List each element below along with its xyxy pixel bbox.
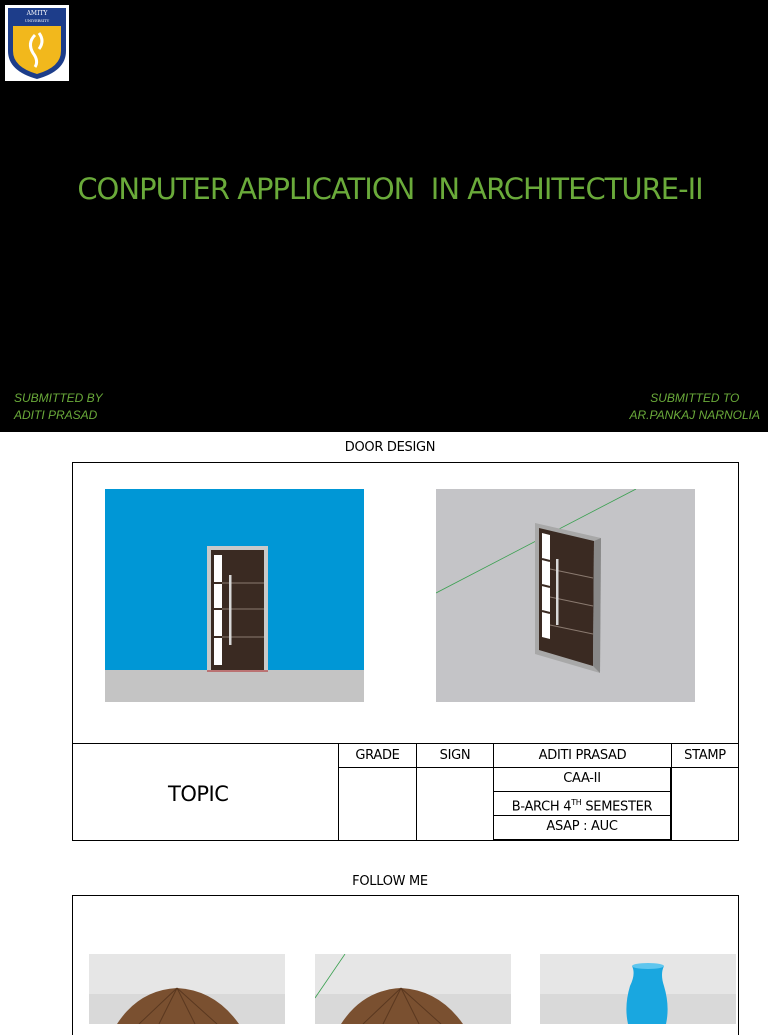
stamp-header: STAMP (671, 743, 739, 768)
follow-me-heading: FOLLOW ME (352, 874, 428, 889)
submitted-to-label: SUBMITTED TO (650, 391, 740, 405)
submitted-to-name: AR.PANKAJ NARNOLIA (629, 408, 760, 422)
course-row: CAA-II (493, 768, 671, 792)
sign-header: SIGN (416, 743, 494, 768)
grade-cell (338, 767, 417, 841)
logo-text-university: UNIVERSITY (24, 19, 50, 23)
vase-image (540, 954, 736, 1024)
door-perspective-icon (436, 489, 695, 702)
stamp-cell (671, 767, 739, 841)
sign-cell (416, 767, 494, 841)
dome-icon-1 (89, 954, 285, 1024)
student-name-header: ADITI PRASAD (493, 743, 672, 768)
door-front-view-image (105, 489, 364, 702)
submitted-by-name: ADITI PRASAD (14, 408, 98, 422)
submitted-by-block (14, 390, 103, 424)
dome-image-2 (315, 954, 511, 1024)
semester-prefix: B-ARCH 4 (511, 799, 572, 815)
semester-suffix: SEMESTER (581, 799, 653, 815)
cover-slide (0, 0, 768, 432)
door-perspective-view-image (436, 489, 695, 702)
logo-text-amity: AMITY (26, 10, 48, 17)
door-front-icon (105, 489, 364, 702)
submitted-by-label: SUBMITTED BY (14, 391, 103, 405)
cover-title: CONPUTER APPLICATION IN ARCHITECTURE-II (77, 172, 703, 206)
amity-university-logo (5, 5, 69, 81)
topic-label: TOPIC (168, 782, 229, 806)
vase-icon (540, 954, 736, 1024)
semester-row (493, 792, 671, 816)
dome-image-1 (89, 954, 285, 1024)
semester-superscript: TH (571, 798, 582, 807)
dome-icon-2 (315, 954, 511, 1024)
grade-header: GRADE (338, 743, 417, 768)
campus-row: ASAP : AUC (493, 816, 671, 840)
door-design-heading: DOOR DESIGN (344, 440, 436, 455)
submitted-to-block (630, 390, 760, 424)
